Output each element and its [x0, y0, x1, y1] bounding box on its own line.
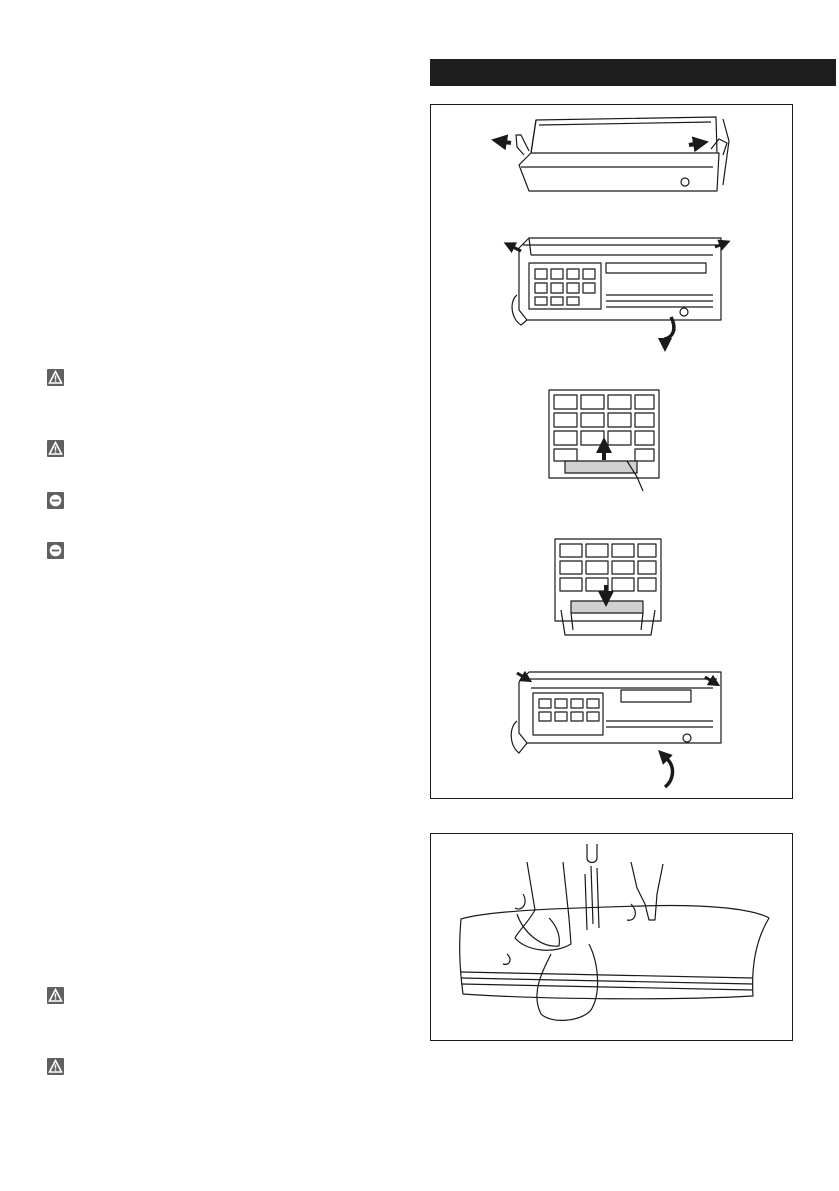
- warning-icon: [47, 987, 64, 1004]
- warning-icon: [47, 1058, 64, 1075]
- step-filter-up-drawing: [549, 390, 659, 491]
- filter-removal-steps-illustration: [430, 104, 793, 799]
- section-header-bar: [430, 59, 836, 86]
- step-remove-filter-drawing: [509, 238, 725, 345]
- step-lift-panel-drawing: [499, 117, 729, 191]
- step-reinsert-filter-drawing: [511, 672, 721, 787]
- front-panel-washing-illustration: [430, 833, 793, 1041]
- prohibited-icon: [47, 492, 64, 509]
- faucet-drawing: [587, 844, 597, 863]
- step-filter-down-drawing: [555, 539, 661, 635]
- front-panel-drawing: [460, 906, 769, 999]
- prohibited-icon: [47, 542, 64, 559]
- warning-icon: [47, 369, 64, 386]
- warning-icon: [47, 440, 64, 457]
